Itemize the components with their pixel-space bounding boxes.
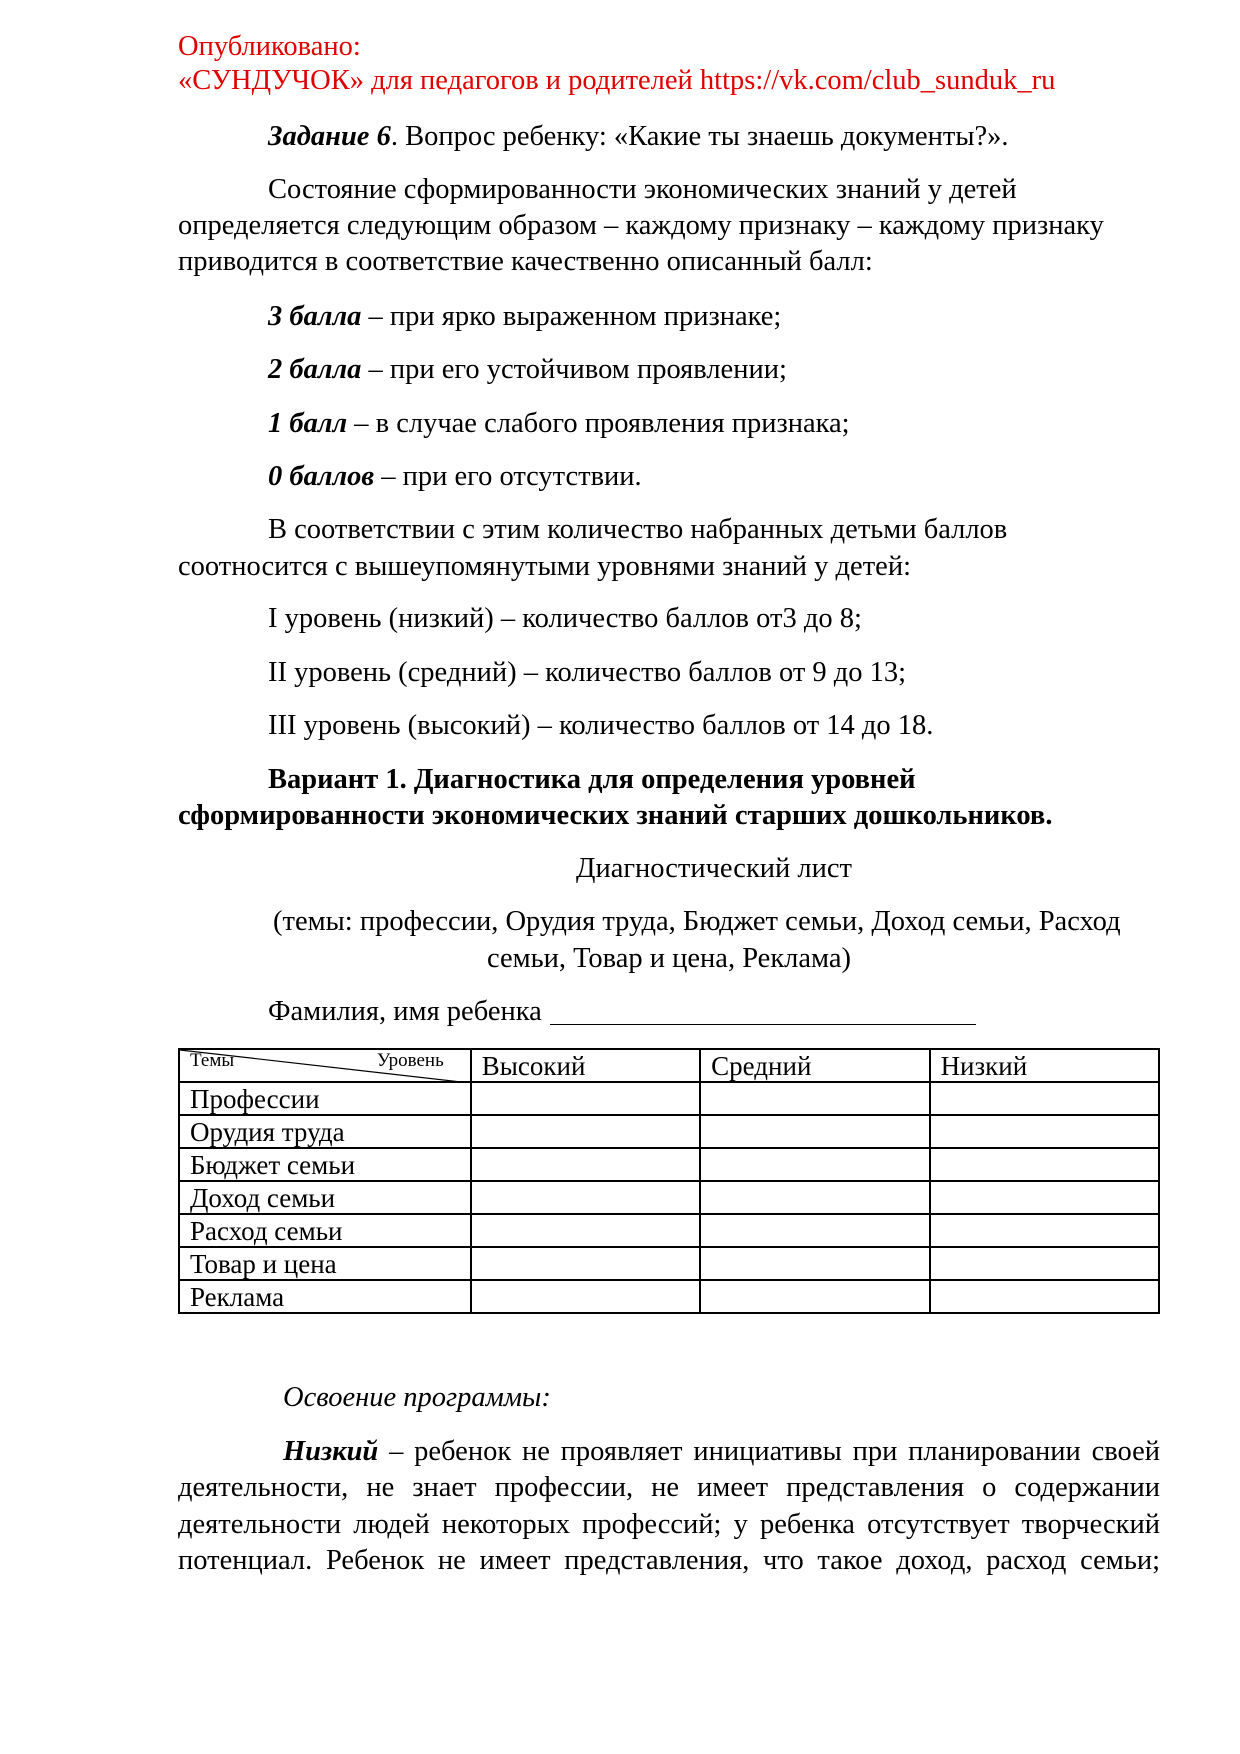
- published-label: Опубликовано:: [178, 31, 361, 62]
- source-link[interactable]: «СУНДУЧОК» для педагогов и родителей https://vk.com/club_sunduk_ru: [178, 65, 1056, 96]
- row-label: Бюджет семьи: [179, 1148, 471, 1181]
- level-1: I уровень (низкий) – количество баллов от3 до 8;: [268, 603, 862, 634]
- score-text: – в случае слабого проявления признака;: [347, 408, 850, 439]
- score-label: 2 балла: [268, 354, 362, 385]
- row-label: Профессии: [179, 1082, 471, 1115]
- corner-label-themes: Темы: [190, 1050, 235, 1071]
- score-label: 3 балла: [268, 301, 362, 332]
- mastery-title: Освоение программы:: [283, 1382, 551, 1413]
- table-cell[interactable]: [471, 1280, 700, 1313]
- table-header-row: [179, 1049, 1159, 1082]
- score-1: [268, 406, 850, 442]
- table-row: [179, 1214, 1159, 1247]
- score-text: – при его отсутствии.: [374, 461, 642, 492]
- table-cell[interactable]: [471, 1115, 700, 1148]
- table-row: [179, 1247, 1159, 1280]
- table-cell[interactable]: [700, 1181, 929, 1214]
- low-text: – ребенок не проявляет инициативы при планировании своей: [378, 1436, 1160, 1467]
- correspondence-line-1: В соответствии с этим количество набранных детьми баллов: [268, 514, 1008, 545]
- table-cell[interactable]: [471, 1247, 700, 1280]
- table-cell[interactable]: [930, 1214, 1159, 1247]
- table-cell[interactable]: [930, 1148, 1159, 1181]
- state-line-3: приводится в соответствие качественно описанный балл:: [178, 246, 873, 277]
- table-row: [179, 1148, 1159, 1181]
- row-label: Орудия труда: [179, 1115, 471, 1148]
- table-cell[interactable]: [471, 1082, 700, 1115]
- score-label: 0 баллов: [268, 461, 375, 492]
- variant-title-line-1: Вариант 1. Диагностика для определения уровней: [268, 764, 916, 795]
- task6-paragraph: [268, 119, 1009, 155]
- low-line-1: [283, 1434, 1160, 1470]
- score-label: 1 балл: [268, 408, 348, 439]
- low-label: Низкий: [283, 1436, 379, 1467]
- row-label: Доход семьи: [179, 1181, 471, 1214]
- table-cell[interactable]: [930, 1247, 1159, 1280]
- column-header: Средний: [700, 1049, 929, 1082]
- table-row: [179, 1181, 1159, 1214]
- task6-text: . Вопрос ребенку: «Какие ты знаешь документы?».: [390, 121, 1009, 152]
- task6-label: Задание 6: [268, 121, 391, 152]
- table-row: [179, 1082, 1159, 1115]
- state-line-2: определяется следующим образом – каждому признаку – каждому признаку: [178, 210, 1104, 241]
- table-cell[interactable]: [700, 1148, 929, 1181]
- level-3: III уровень (высокий) – количество баллов от 14 до 18.: [268, 710, 934, 741]
- table-cell[interactable]: [930, 1115, 1159, 1148]
- themes-note-line-1: (темы: профессии, Орудия труда, Бюджет семьи, Доход семьи, Расход: [273, 906, 1121, 937]
- score-text: – при его устойчивом проявлении;: [361, 354, 787, 385]
- column-header: Высокий: [471, 1049, 700, 1082]
- corner-cell: [179, 1049, 471, 1082]
- table-cell[interactable]: [700, 1247, 929, 1280]
- sheet-title: Диагностический лист: [576, 853, 852, 884]
- score-text: – при ярко выраженном признаке;: [361, 301, 782, 332]
- score-0: [268, 459, 642, 495]
- table-cell[interactable]: [700, 1082, 929, 1115]
- row-label: Реклама: [179, 1280, 471, 1313]
- child-name-field[interactable]: [550, 1024, 976, 1025]
- state-line-1: Состояние сформированности экономических знаний у детей: [268, 174, 1017, 205]
- row-label: Товар и цена: [179, 1247, 471, 1280]
- diagnostic-table: [178, 1048, 1160, 1314]
- table-cell[interactable]: [930, 1082, 1159, 1115]
- table-cell[interactable]: [700, 1214, 929, 1247]
- table-cell[interactable]: [471, 1181, 700, 1214]
- correspondence-line-2: соотносится с вышеупомянутыми уровнями знаний у детей:: [178, 551, 911, 582]
- score-3: [268, 299, 781, 335]
- child-name-label: Фамилия, имя ребенка: [268, 996, 542, 1027]
- table-cell[interactable]: [700, 1280, 929, 1313]
- score-2: [268, 352, 787, 388]
- level-2: II уровень (средний) – количество баллов от 9 до 13;: [268, 657, 907, 688]
- low-line-4: потенциал. Ребенок не имеет представления, что такое доход, расход семьи;: [178, 1545, 1160, 1576]
- table-cell[interactable]: [471, 1214, 700, 1247]
- low-line-3: деятельности людей некоторых профессий; у ребенка отсутствует творческий: [178, 1509, 1160, 1540]
- corner-label-level: Уровень: [376, 1050, 444, 1071]
- variant-title-line-2: сформированности экономических знаний старших дошкольников.: [178, 800, 1053, 831]
- column-header: Низкий: [930, 1049, 1159, 1082]
- table-cell[interactable]: [471, 1148, 700, 1181]
- table-cell[interactable]: [930, 1181, 1159, 1214]
- row-label: Расход семьи: [179, 1214, 471, 1247]
- low-line-2: деятельности, не знает профессии, не имеет представления о содержании: [178, 1472, 1160, 1503]
- themes-note-line-2: семьи, Товар и цена, Реклама): [486, 943, 852, 974]
- table-row: [179, 1115, 1159, 1148]
- table-cell[interactable]: [700, 1115, 929, 1148]
- table-cell[interactable]: [930, 1280, 1159, 1313]
- table-row: [179, 1280, 1159, 1313]
